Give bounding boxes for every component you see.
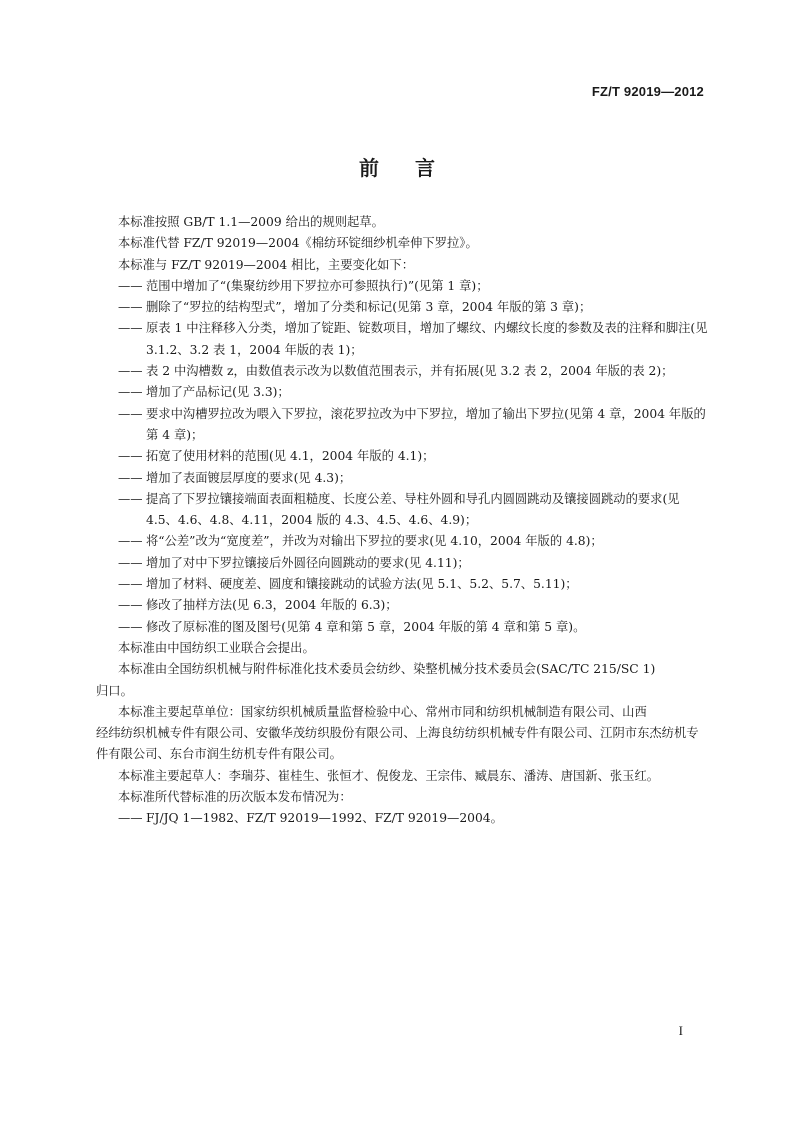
change-item	[118, 382, 710, 403]
dash-marker: ——	[118, 811, 143, 826]
change-item	[118, 574, 710, 595]
change-item	[118, 297, 710, 318]
change-item	[118, 404, 710, 447]
change-item-text: 删除了“罗拉的结构型式”，增加了分类和标记(见第 3 章，2004 年版的第 3 章)；	[146, 300, 592, 315]
change-item-text: 增加了产品标记(见 3.3)；	[146, 385, 290, 400]
change-item-text: 增加了表面镀层厚度的要求(见 4.3)；	[146, 470, 352, 485]
change-item	[118, 489, 710, 532]
change-item-text: 增加了材料、硬度差、圆度和镶接跳动的试验方法(见 5.1、5.2、5.7、5.11)；	[146, 577, 578, 592]
paragraph-committee-end: 归口。	[96, 683, 133, 698]
dash-marker: ——	[118, 406, 143, 421]
change-item-text: 要求中沟槽罗拉改为喂入下罗拉，滚花罗拉改为中下罗拉，增加了输出下罗拉(见第 4 章，2004 年版的第 4 章)；	[146, 406, 706, 442]
change-item-text: 修改了抽样方法(见 6.3，2004 年版的 6.3)；	[146, 598, 398, 613]
page-number: I	[678, 1023, 683, 1038]
dash-marker: ——	[118, 534, 143, 549]
paragraph-drafting-units-rest: 经纬纺织机械专件有限公司、安徽华茂纺织股份有限公司、上海良纺纺织机械专件有限公司、江阴市东杰纺机专件有限公司、东台市润生纺机专件有限公司。	[96, 726, 699, 762]
history-item	[118, 808, 710, 829]
change-item	[118, 553, 710, 574]
change-item-text: 增加了对中下罗拉镶接后外圆径向圆跳动的要求(见 4.11)；	[146, 555, 470, 570]
dash-marker: ——	[118, 278, 143, 293]
paragraph-history-intro: 本标准所代替标准的历次版本发布情况为：	[118, 790, 352, 805]
change-item-text: 将“公差”改为“宽度差”，并改为对输出下罗拉的要求(见 4.10，2004 年版的 4.8)；	[146, 534, 603, 549]
dash-marker: ——	[118, 321, 143, 336]
paragraph-drafters: 本标准主要起草人：李瑞芬、崔桂生、张恒才、倪俊龙、王宗伟、臧晨东、潘涛、唐国新、张玉红。	[118, 768, 660, 783]
change-item-text: 拓宽了使用材料的范围(见 4.1，2004 年版的 4.1)；	[146, 449, 435, 464]
paragraph-proposer: 本标准由中国纺织工业联合会提出。	[118, 640, 315, 655]
history-item-text: FJ/JQ 1—1982、FZ/T 92019—1992、FZ/T 92019—2004。	[146, 811, 503, 826]
change-item	[118, 446, 710, 467]
paragraph-replaces: 本标准代替 FZ/T 92019—2004《棉纺环锭细纱机牵伸下罗拉》。	[118, 236, 478, 251]
change-item	[118, 595, 710, 616]
changes-list	[118, 276, 710, 638]
change-item	[118, 361, 710, 382]
foreword-body	[96, 212, 710, 830]
dash-marker: ——	[118, 598, 143, 613]
dash-marker: ——	[118, 385, 143, 400]
dash-marker: ——	[118, 619, 143, 634]
standard-code: FZ/T 92019—2012	[591, 84, 704, 99]
paragraph-committee: 本标准由全国纺织机械与附件标准化技术委员会纺纱、染整机械分技术委员会(SAC/TC 215/SC 1)	[118, 662, 656, 677]
page-title: 前言	[359, 156, 471, 180]
dash-marker: ——	[118, 577, 143, 592]
dash-marker: ——	[118, 491, 143, 506]
change-item	[118, 617, 710, 638]
paragraph-changes-intro: 本标准与 FZ/T 92019—2004 相比，主要变化如下：	[118, 257, 415, 272]
dash-marker: ——	[118, 555, 143, 570]
change-item-text: 表 2 中沟槽数 z，由数值表示改为以数值范围表示，并有拓展(见 3.2 表 2，2004 年版的表 2)；	[146, 364, 674, 379]
change-item-text: 提高了下罗拉镶接端面表面粗糙度、长度公差、导柱外圆和导孔内圆圆跳动及镶接圆跳动的要求(见 4.5、4.6、4.8、4.11，2004 版的 4.3、4.5、4.6、4.9)；	[146, 491, 680, 528]
change-item	[118, 468, 710, 489]
change-item-text: 修改了原标准的图及图号(见第 4 章和第 5 章，2004 年版的第 4 章和第 5 章)。	[146, 619, 586, 634]
dash-marker: ——	[118, 470, 143, 485]
dash-marker: ——	[118, 300, 143, 315]
change-item	[118, 318, 710, 361]
change-item-text: 原表 1 中注释移入分类，增加了锭距、锭数项目，增加了螺纹、内螺纹长度的参数及表的注释和脚注(见 3.1.2、3.2 表 1，2004 年版的表 1)；	[146, 321, 708, 357]
dash-marker: ——	[118, 449, 143, 464]
change-item	[118, 531, 710, 552]
paragraph-drafting-units: 本标准主要起草单位：国家纺织机械质量监督检验中心、常州市同和纺织机械制造有限公司、山西	[118, 704, 647, 719]
change-item-text: 范围中增加了“(集聚纺纱用下罗拉亦可参照执行)”(见第 1 章)；	[146, 278, 489, 293]
paragraph-drafting-rule: 本标准按照 GB/T 1.1—2009 给出的规则起草。	[118, 215, 384, 229]
dash-marker: ——	[118, 364, 143, 379]
change-item	[118, 276, 710, 297]
